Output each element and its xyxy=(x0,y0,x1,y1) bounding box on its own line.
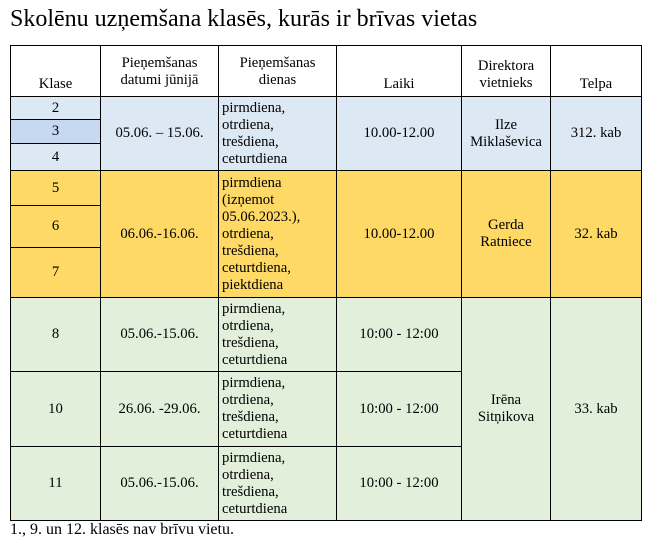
room-cell: 32. kab xyxy=(551,171,642,298)
times-cell: 10.00-12.00 xyxy=(337,97,462,171)
days-cell: pirmdiena, otrdiena, trešdiena, ceturtdiena xyxy=(219,447,337,521)
header-class: Klase xyxy=(11,46,101,97)
dates-cell: 06.06.-16.06. xyxy=(101,171,219,298)
days-cell: pirmdiena (izņemot 05.06.2023.), otrdiena, trešdiena, ceturtdiena, piektdiena xyxy=(219,171,337,298)
header-times: Laiki xyxy=(337,46,462,97)
page-title: Skolēnu uzņemšana klasēs, kurās ir brīvas vietas xyxy=(10,6,478,32)
class-number-cell: 2 xyxy=(11,97,101,120)
deputy-cell: Gerda Ratniece xyxy=(462,171,551,298)
class-number-cell: 3 xyxy=(11,120,101,144)
times-cell: 10.00-12.00 xyxy=(337,171,462,298)
table-row xyxy=(11,298,642,372)
admissions-table xyxy=(10,45,642,521)
class-number-cell: 4 xyxy=(11,144,101,171)
dates-cell: 05.06.-15.06. xyxy=(101,298,219,372)
class-number-cell: 10 xyxy=(11,372,101,447)
class-number-cell: 7 xyxy=(11,248,101,298)
dates-cell: 05.06.-15.06. xyxy=(101,447,219,521)
table-header-row xyxy=(11,46,642,97)
deputy-cell: Irēna Sitņikova xyxy=(462,298,551,521)
table-row xyxy=(11,97,642,120)
header-dates: Pieņemšanas datumi jūnijā xyxy=(101,46,219,97)
days-cell: pirmdiena, otrdiena, trešdiena, ceturtdiena xyxy=(219,298,337,372)
times-cell: 10:00 - 12:00 xyxy=(337,372,462,447)
dates-cell: 05.06. – 15.06. xyxy=(101,97,219,171)
class-number-cell: 8 xyxy=(11,298,101,372)
deputy-cell: Ilze Miklaševica xyxy=(462,97,551,171)
class-number-cell: 6 xyxy=(11,206,101,248)
room-cell: 312. kab xyxy=(551,97,642,171)
days-cell: pirmdiena, otrdiena, trešdiena, ceturtdiena xyxy=(219,372,337,447)
table-row xyxy=(11,171,642,206)
dates-cell: 26.06. -29.06. xyxy=(101,372,219,447)
footnote: 1., 9. un 12. klasēs nav brīvu vietu. xyxy=(10,521,234,538)
class-number-cell: 5 xyxy=(11,171,101,206)
header-deputy: Direktora vietnieks xyxy=(462,46,551,97)
class-number-cell: 11 xyxy=(11,447,101,521)
times-cell: 10:00 - 12:00 xyxy=(337,447,462,521)
times-cell: 10:00 - 12:00 xyxy=(337,298,462,372)
room-cell: 33. kab xyxy=(551,298,642,521)
header-room: Telpa xyxy=(551,46,642,97)
days-cell: pirmdiena, otrdiena, trešdiena, ceturtdiena xyxy=(219,97,337,171)
header-days: Pieņemšanas dienas xyxy=(219,46,337,97)
